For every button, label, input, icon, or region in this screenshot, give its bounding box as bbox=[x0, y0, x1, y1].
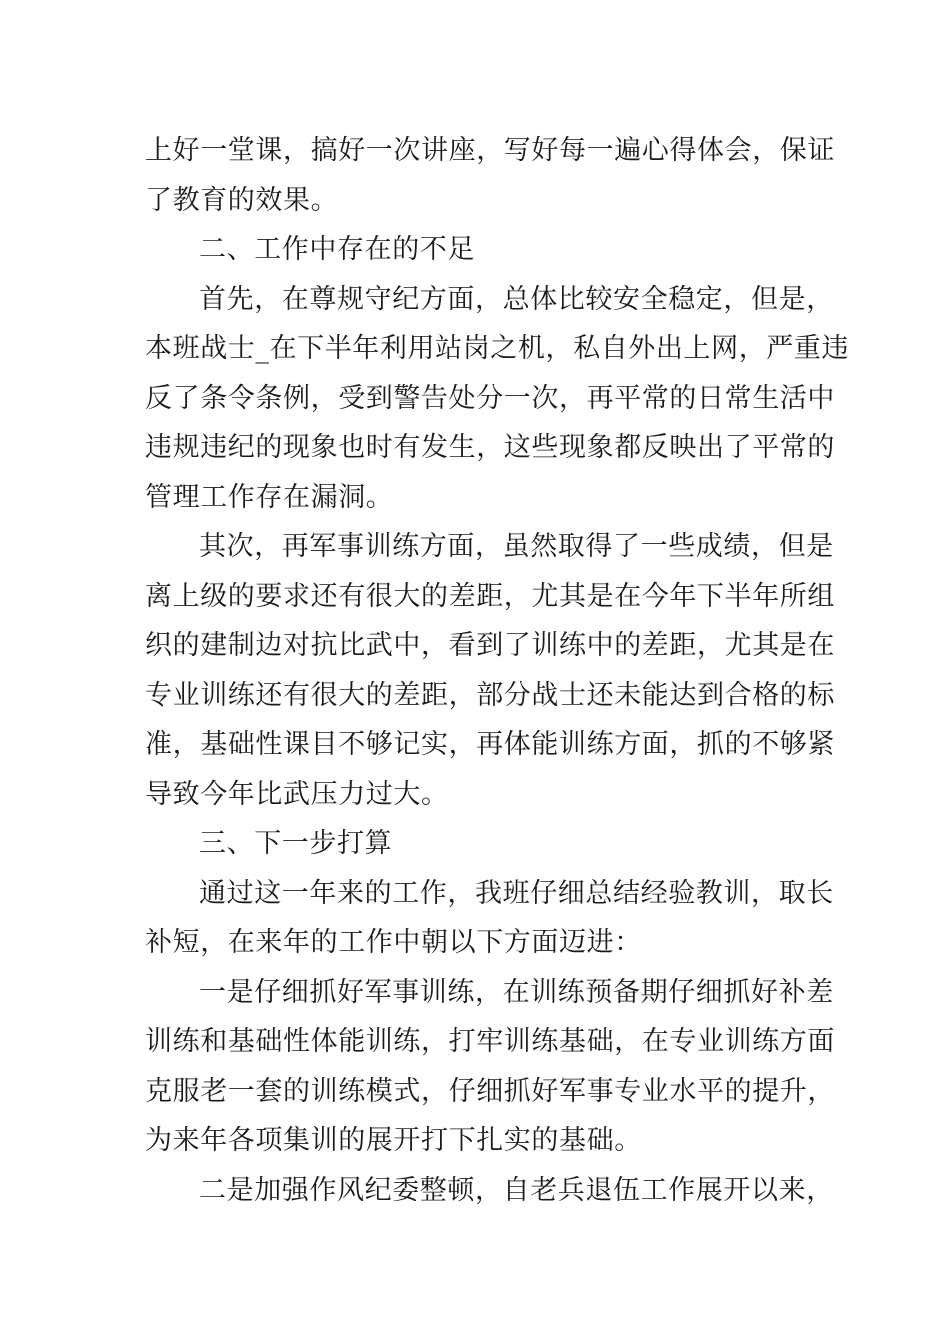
text-line: 补短，在来年的工作中朝以下方面迈进： bbox=[145, 927, 642, 958]
text-line: 准，基础性课目不够记实，再体能训练方面，抓的不够紧 bbox=[145, 729, 835, 760]
text-line: 上好一堂课，搞好一次讲座，写好每一遍心得体会，保证 bbox=[145, 135, 835, 166]
text-line: 离上级的要求还有很大的差距，尤其是在今年下半年所组 bbox=[145, 580, 835, 612]
text-line: 首先，在尊规守纪方面，总体比较安全稳定，但是， bbox=[199, 283, 834, 315]
text-line: 了教育的效果。 bbox=[145, 184, 339, 216]
text-line: 其次，再军事训练方面，虽然取得了一些成绩，但是 bbox=[199, 531, 834, 562]
text-line: 为来年各项集训的展开打下扎实的基础。 bbox=[145, 1125, 642, 1156]
text-line: 一是仔细抓好军事训练，在训练预备期仔细抓好补差 bbox=[199, 976, 834, 1008]
text-line: 二是加强作风纪委整顿，自老兵退伍工作展开以来， bbox=[199, 1174, 834, 1206]
document-body bbox=[145, 126, 850, 1215]
text-line: 克服老一套的训练模式，仔细抓好军事专业水平的提升， bbox=[145, 1075, 835, 1107]
text-line: 通过这一年来的工作，我班仔细总结经验教训，取长 bbox=[199, 877, 834, 909]
text-line: 导致今年比武压力过大。 bbox=[145, 778, 449, 810]
section-heading: 三、下一步打算 bbox=[199, 828, 393, 859]
text-line: 织的建制边对抗比武中，看到了训练中的差距，尤其是在 bbox=[145, 630, 835, 661]
text-line: 本班战士_在下半年利用站岗之机，私自外出上网，严重违 bbox=[145, 333, 850, 364]
text-line: 反了条令条例，受到警告处分一次，再平常的日常生活中 bbox=[145, 382, 835, 414]
text-line: 管理工作存在漏洞。 bbox=[145, 481, 394, 513]
text-line: 训练和基础性体能训练，打牢训练基础，在专业训练方面 bbox=[145, 1026, 835, 1057]
text-line: 违规违纪的现象也时有发生，这些现象都反映出了平常的 bbox=[145, 432, 835, 463]
section-heading: 二、工作中存在的不足 bbox=[199, 234, 475, 265]
text-line: 专业训练还有很大的差距，部分战士还未能达到合格的标 bbox=[145, 679, 835, 711]
